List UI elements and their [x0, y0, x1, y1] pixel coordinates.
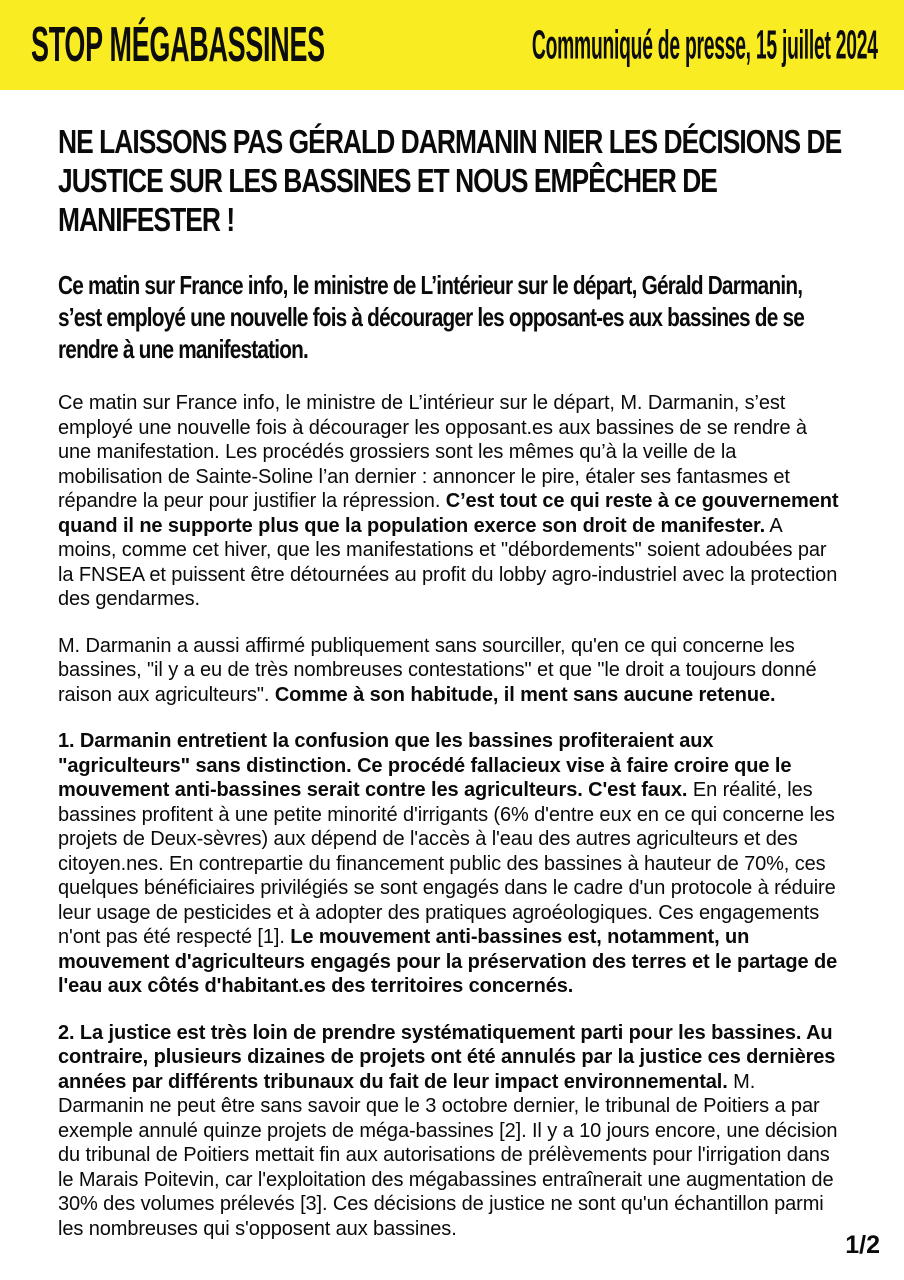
paragraph-intro: Ce matin sur France info, le ministre de L’intérieur sur le départ, M. Darmanin, s’est employé une nouvelle fois à décourager les opposant.es aux bassines de se rendre à une manifestation. Les procédés grossiers sont les mêmes qu’à la veille de la mobilisation de Sainte-Soline l’an dernier : annoncer le pire, étaler ses fantasmes et répandre la peur pour justifier la répression. C’est tout ce qui reste à ce gouvernement quand il ne supporte plus que la population exerce son droit de manifester. A moins, comme cet hiver, que les manifestations et "débordements" soient adoubées par la FNSEA et puissent être détournées au profit du lobby agro-industriel avec la protection des gendarmes. [58, 392, 839, 610]
lede-paragraph: Ce matin sur France info, le ministre de L’intérieur sur le départ, Gérald Darmanin, s’est employé une nouvelle fois à décourager les opposant-es aux bassines de se rendre à une manifestation. [58, 270, 804, 364]
headline: NE LAISSONS PAS GÉRALD DARMANIN NIER LES DÉCISIONS DE JUSTICE SUR LES BASSINES ET NOUS EMPÊCHER DE MANIFESTER ! [58, 123, 842, 238]
page-number: 1/2 [845, 1231, 880, 1259]
document-body [58, 90, 845, 1263]
body-text [58, 391, 845, 1241]
press-release-date: Communiqué de presse, 15 juillet 2024 [532, 21, 878, 68]
paragraph-darmanin-claims: M. Darmanin a aussi affirmé publiquement sans sourciller, qu'en ce qui concerne les bassines, "il y a eu de très nombreuses contestations" et que "le droit a toujours donné raison aux agriculteurs". Comme à son habitude, il ment sans aucune retenue. [58, 634, 817, 706]
org-logo: STOP MÉGABASSINES [31, 18, 325, 72]
paragraph-point-1: 1. Darmanin entretient la confusion que les bassines profiteraient aux "agriculteurs" sans distinction. Ce procédé fallacieux vise à faire croire que le mouvement anti-bassines serait contre les agriculteurs. C'est faux. En réalité, les bassines profitent à une petite minorité d'irrigants (6% d'entre eux en ce qui concerne les projets de Deux-sèvres) aux dépend de l'accès à l'eau des autres agriculteurs et des citoyen.nes. En contrepartie du financement public des bassines à hauteur de 70%, ces quelques bénéficiaires privilégiés se sont engagés dans le cadre d'un protocole à réduire leur usage de pesticides et à adopter des pratiques agroéologiques. Ces engagements n'ont pas été respecté [1]. Le mouvement anti-bassines est, notamment, un mouvement d'agriculteurs engagés pour la préservation des terres et le partage de l'eau aux côtés d'habitant.es des territoires concernés. [58, 730, 838, 997]
paragraph-point-2: 2. La justice est très loin de prendre systématiquement parti pour les bassines. Au contraire, plusieurs dizaines de projets ont été annulés par la justice ces dernières années par différents tribunaux du fait de leur impact environnemental. M. Darmanin ne peut être sans savoir que le 3 octobre dernier, le tribunal de Poitiers a par exemple annulé quinze projets de méga-bassines [2]. Il y a 10 jours encore, une décision du tribunal de Poitiers mettait fin aux autorisations de prélèvements pour l'irrigation dans le Marais Poitevin, car l'exploitation des mégabassines entraînerait une augmentation de 30% des volumes prélevés [3]. Ces décisions de justice ne sont qu'un échantillon parmi les nombreuses qui s'opposent aux bassines. [58, 1021, 838, 1240]
header-band [0, 0, 904, 90]
